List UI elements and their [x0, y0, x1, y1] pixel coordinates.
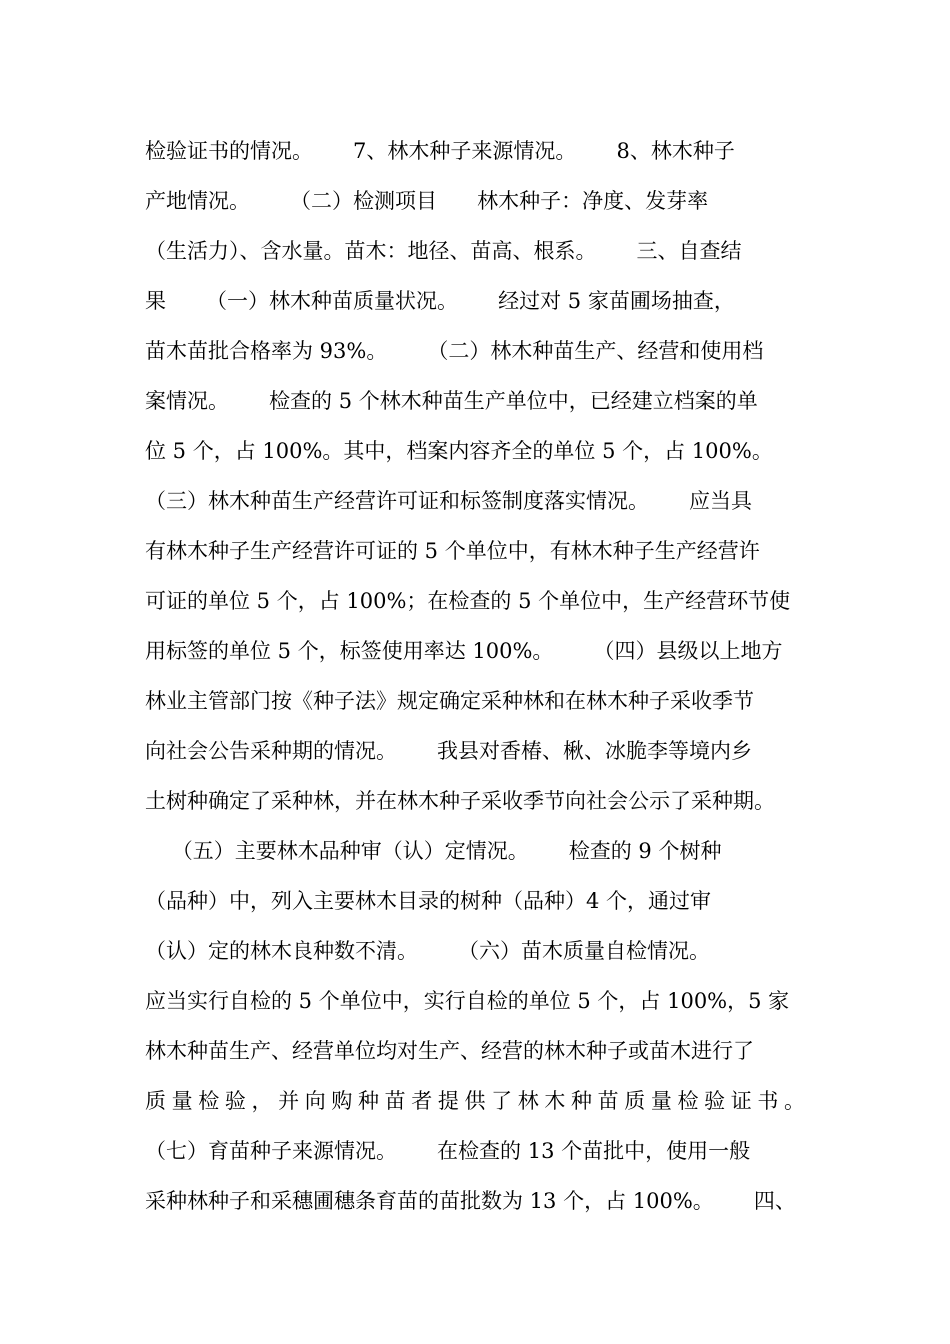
text-line: 应当实行自检的 5 个单位中，实行自检的单位 5 个，占 100%，5 家 — [145, 989, 790, 1013]
text-line: （认）定的林木良种数不清。 （六）苗木质量自检情况。 — [145, 939, 711, 963]
text-line: 果 （一）林木种苗质量状况。 经过对 5 家苗圃场抽查， — [145, 289, 735, 313]
text-line: 产地情况。 （二）检测项目 林木种子：净度、发芽率 — [145, 189, 709, 213]
text-line: 土树种确定了采种林，并在林木种子采收季节向社会公示了采种期。 — [145, 789, 775, 813]
text-line: 质量检验，并向购种苗者提供了林木种苗质量检验证书。 — [145, 1089, 805, 1113]
text-line: 苗木苗批合格率为 93%。 （二）林木种苗生产、经营和使用档 — [145, 339, 764, 363]
text-line: （三）林木种苗生产经营许可证和标签制度落实情况。 应当具 — [145, 489, 753, 513]
text-line: 用标签的单位 5 个，标签使用率达 100%。 （四）县级以上地方 — [145, 639, 783, 663]
text-line: 林木种苗生产、经营单位均对生产、经营的林木种子或苗木进行了 — [145, 1039, 754, 1063]
text-line: （七）育苗种子来源情况。 在检查的 13 个苗批中，使用一般 — [145, 1139, 751, 1163]
text-line: （生活力）、含水量。苗木：地径、苗高、根系。 三、自查结 — [145, 239, 742, 263]
text-line: 采种林种子和采穗圃穗条育苗的苗批数为 13 个，占 100%。 四、 — [145, 1189, 796, 1213]
text-line: 位 5 个，占 100%。其中，档案内容齐全的单位 5 个，占 100%。 — [145, 439, 773, 463]
text-line: 案情况。 检查的 5 个林木种苗生产单位中，已经建立档案的单 — [145, 389, 758, 413]
text-line: 向社会公告采种期的情况。 我县对香椿、楸、冰脆李等境内乡 — [145, 739, 753, 763]
text-line: 检验证书的情况。 7、林木种子来源情况。 8、林木种子 — [145, 139, 735, 163]
text-line: 可证的单位 5 个，占 100%；在检查的 5 个单位中，生产经营环节使 — [145, 589, 791, 613]
text-line: 有林木种子生产经营许可证的 5 个单位中，有林木种子生产经营许 — [145, 539, 760, 563]
text-line: （品种）中，列入主要林木目录的树种（品种）4 个，通过审 — [145, 889, 712, 913]
text-line: 林业主管部门按《种子法》规定确定采种林和在林木种子采收季节 — [145, 689, 754, 713]
text-line: （五）主要林木品种审（认）定情况。 检查的 9 个树种 — [145, 839, 722, 863]
